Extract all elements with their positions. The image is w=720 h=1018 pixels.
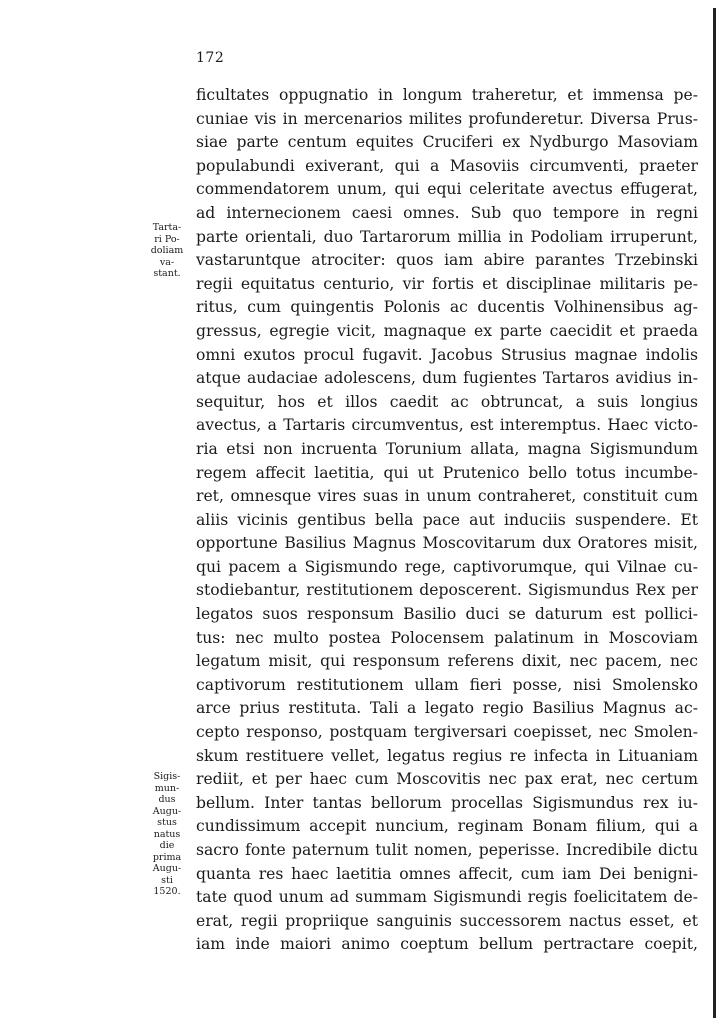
text-line: quanta res haec laetitia omnes affecit, cum iam Dei benigni- [196, 864, 698, 883]
text-line: bellum. Inter tantas bellorum procellas Sigismundus rex iu- [196, 793, 698, 812]
text-line: skum restituere vellet, legatus regius re infecta in Lituaniam [196, 746, 698, 765]
text-line: legatum misit, qui responsum referens dixit, nec pacem, nec [196, 652, 698, 671]
text-line: ret, omnesque vires suas in unum contraheret, constituit cum [196, 487, 698, 506]
text-line: stodiebantur, restitutionem deposcerent. Sigismundus Rex per [196, 581, 698, 600]
text-line: iam inde maiori animo coeptum bellum pertractare coepit, [196, 935, 698, 954]
text-line: legatos suos responsum Basilio duci se daturum est pollici- [196, 605, 698, 624]
margin-note-sigismundus: Sigis- mun- dus Augu- stus natus die prima Augu- sti 1520. [152, 771, 182, 897]
text-line: regem affecit laetitia, qui ut Prutenico bello totus incumbe- [196, 463, 698, 482]
text-line: avectus, a Tartaris circumventus, est interemptus. Haec victo- [196, 416, 698, 435]
text-line: gressus, egregie vicit, magnaque ex parte caecidit et praeda [196, 321, 698, 340]
text-line: cepto responso, postquam tergiversari coepisset, nec Smolen- [196, 723, 698, 742]
text-line: sacro fonte paternum tulit nomen, peperisse. Incredibile dictu [196, 841, 698, 859]
page-number: 172 [196, 50, 225, 66]
text-line: siae parte centum equites Cruciferi ex Nydburgo Masoviam [196, 133, 698, 152]
text-line: tus: nec multo postea Polocensem palatinum in Moscoviam [196, 628, 698, 647]
text-line: cundissimum accepit nuncium, reginam Bonam filium, qui a [196, 817, 698, 836]
text-line: captivorum restitutionem ullam fieri posse, nisi Smolensko [196, 675, 698, 694]
text-line: rediit, et per haec cum Moscovitis nec pax erat, nec certum [196, 770, 698, 789]
margin-note-tartari: Tarta- ri Po- doliam va- stant. [150, 222, 184, 279]
text-line: aliis vicinis gentibus bella pace aut induciis suspendere. Et [196, 510, 698, 529]
text-line: arce prius restituta. Tali a legato regio Basilius Magnus ac- [196, 699, 698, 718]
text-line: parte orientali, duo Tartarorum millia in Podoliam irruperunt, [196, 227, 698, 246]
text-line: ad internecionem caesi omnes. Sub quo tempore in regni [196, 203, 698, 222]
text-line: ria etsi non incruenta Torunium allata, magna Sigismundum [196, 439, 698, 458]
text-line: ritus, cum quingentis Polonis ac ducentis Volhinensibus ag- [196, 298, 698, 317]
text-line: opportune Basilius Magnus Moscovitarum dux Oratores misit, [196, 534, 698, 553]
text-line: erat, regii propriique sanguinis successorem nactus esset, et [196, 911, 698, 930]
text-line: populabundi exiverant, qui a Masoviis circumventi, praeter [196, 156, 698, 175]
text-line: atque audaciae adolescens, dum fugientes Tartaros avidius in- [196, 369, 698, 388]
text-line: cuniae vis in mercenarios milites profunderetur. Diversa Prus- [196, 109, 698, 128]
text-line: tate quod unum ad summam Sigismundi regis foelicitatem de- [196, 888, 698, 907]
text-line: regii equitatus centurio, vir fortis et disciplinae militaris pe- [196, 274, 698, 293]
text-line: commendatorem unum, qui equi celeritate avectus effugerat, [196, 180, 698, 199]
text-line: omni exutos procul fugavit. Jacobus Strusius magnae indolis [196, 345, 698, 364]
text-line: sequitur, hos et illos caedit ac obtruncat, a suis longius [196, 392, 698, 411]
text-line: vastaruntque atrociter: quos iam abire parantes Trzebinski [196, 251, 698, 270]
text-line: qui pacem a Sigismundo rege, captivorumque, qui Vilnae cu- [196, 557, 698, 576]
body-text [196, 84, 698, 957]
right-page-edge [713, 8, 716, 1018]
text-line: ficultates oppugnatio in longum traheretur, et immensa pe- [196, 86, 698, 104]
